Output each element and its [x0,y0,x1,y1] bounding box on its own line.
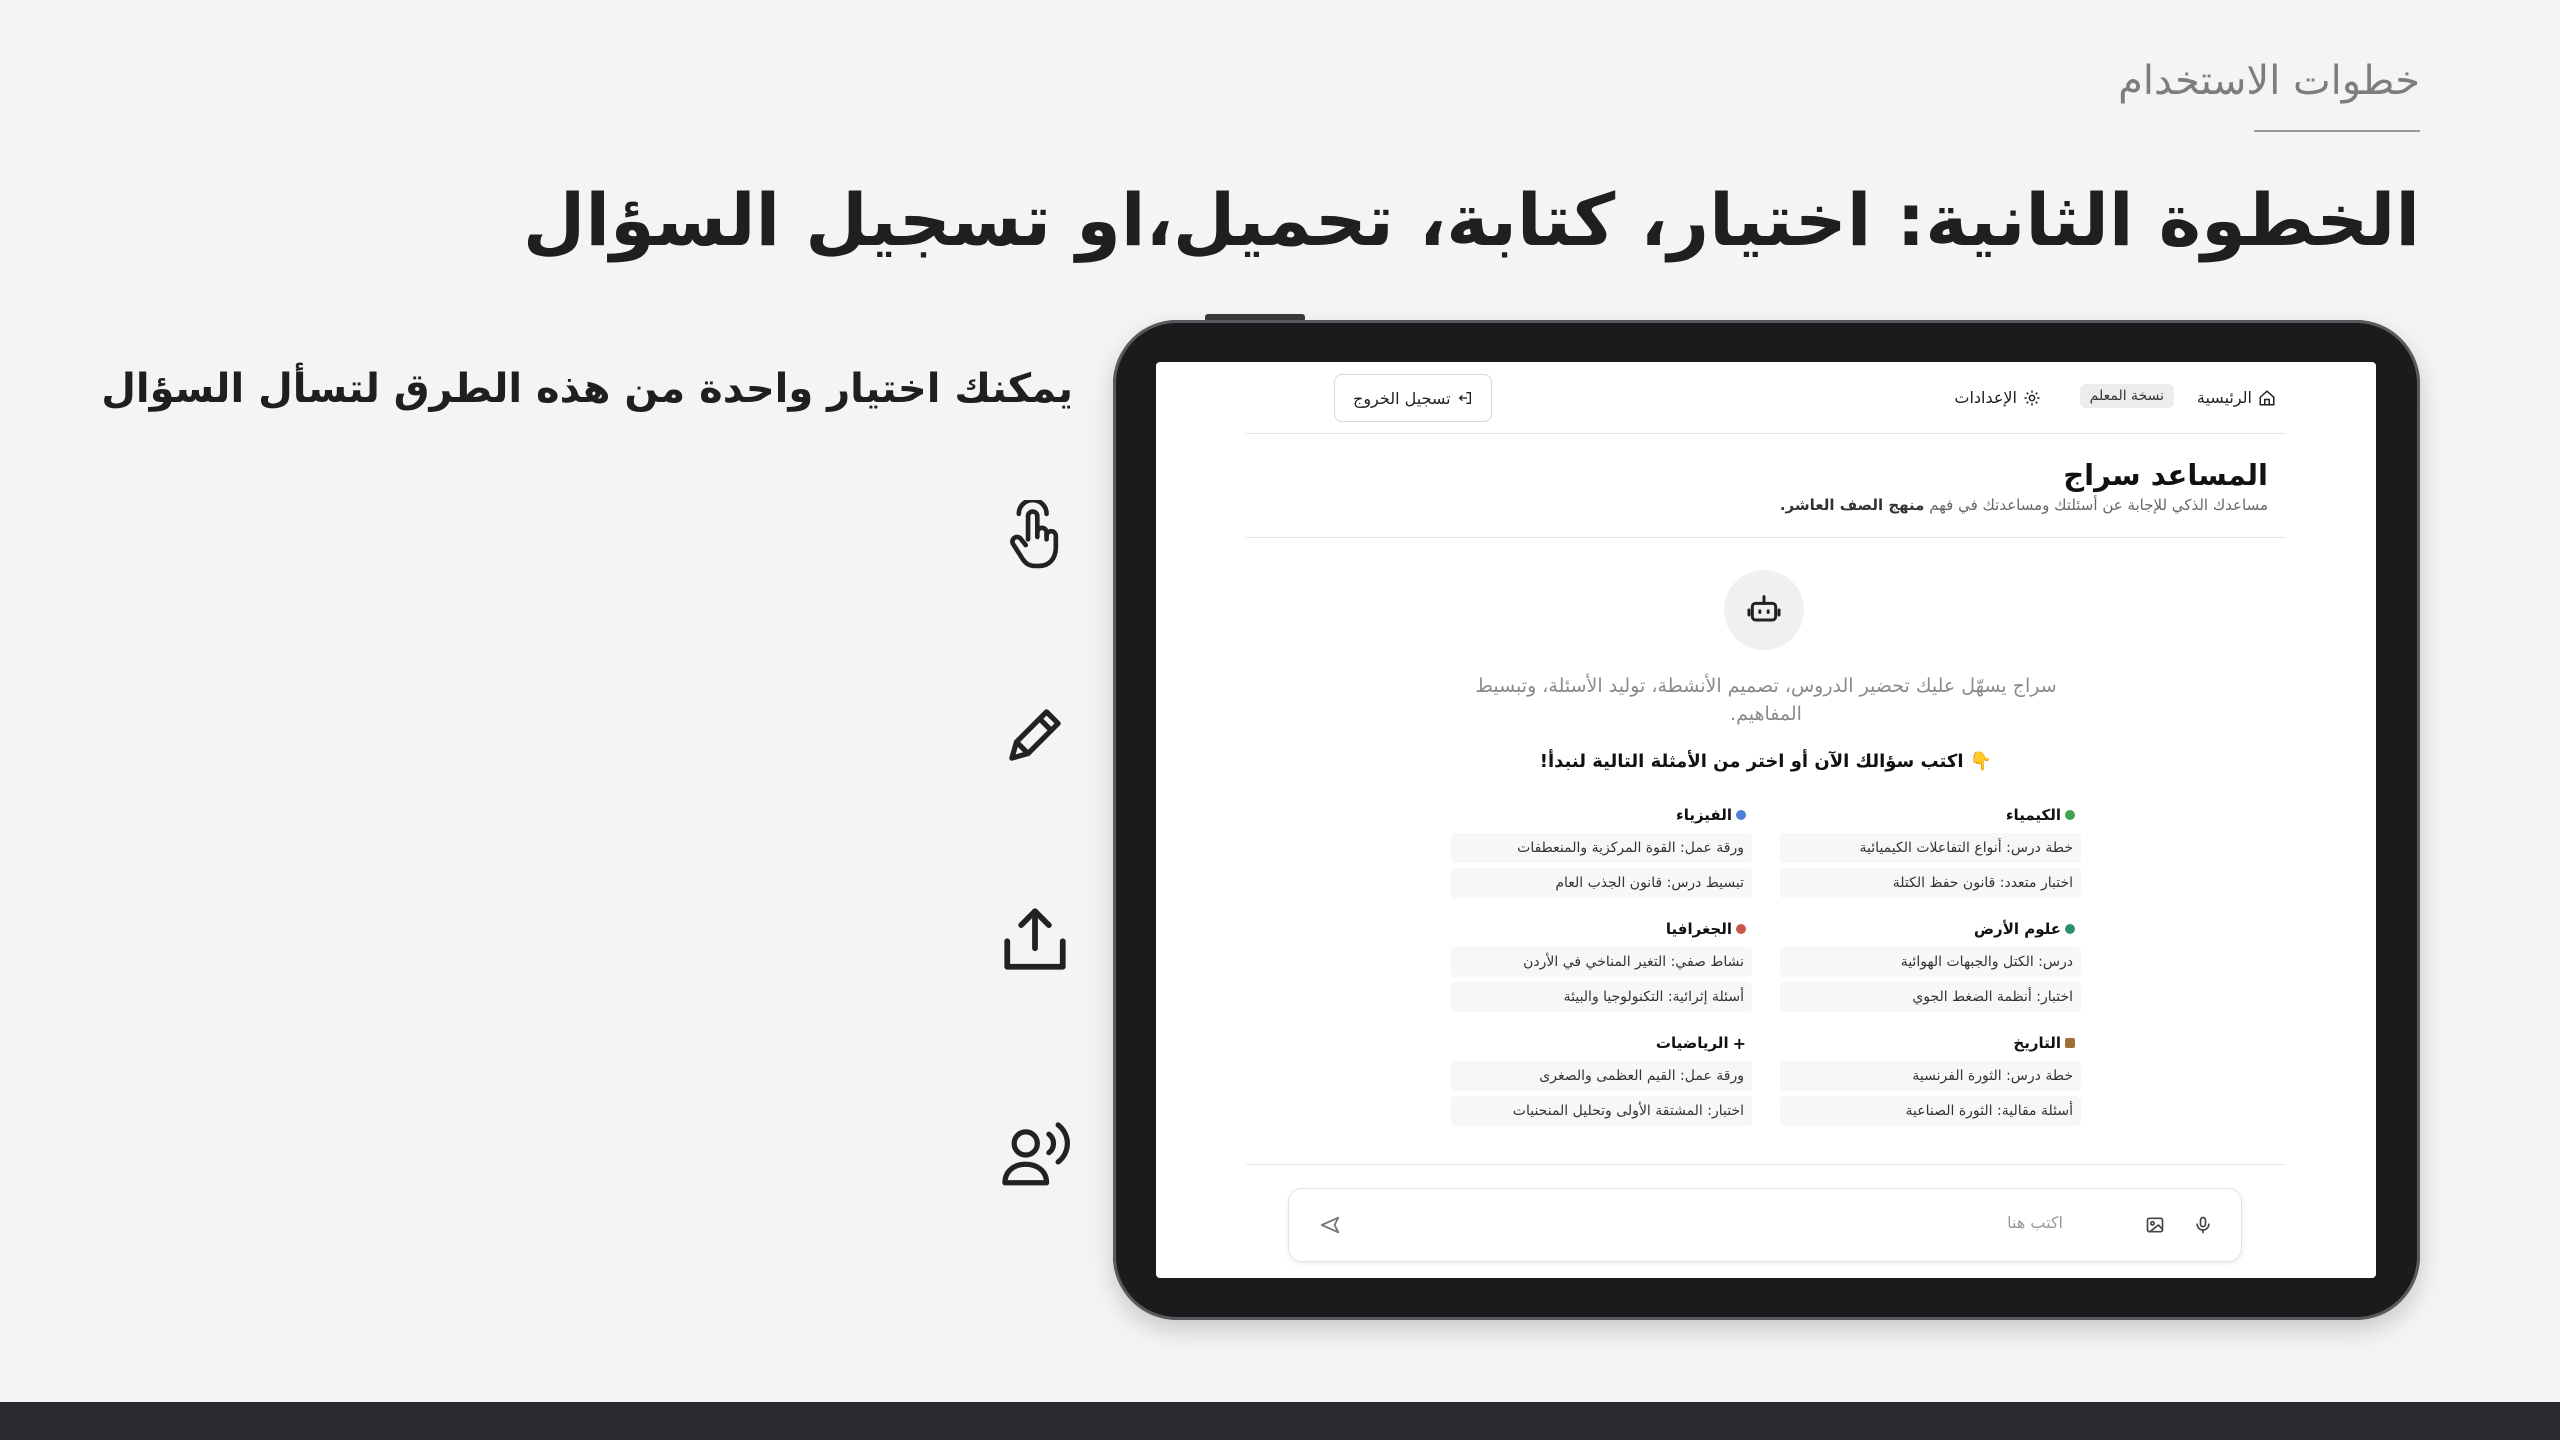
assistant-subtitle-text: مساعدك الذكي للإجابة عن أسئلتك ومساعدتك في فهم [1929,496,2268,514]
suggested-question[interactable]: ورقة عمل: القيم العظمى والصغرى [1451,1061,1752,1091]
category-earth-science [1780,916,2081,1012]
chemistry-icon [2065,810,2075,820]
category-history [1780,1030,2081,1126]
logout-label: تسجيل الخروج [1353,388,1451,408]
logout-icon [1457,390,1473,406]
category-label: الرياضيات [1655,1034,1729,1052]
section-label: خطوات الاستخدام [2118,58,2420,104]
tap-hand-icon [998,500,1072,574]
compass-icon [1736,924,1746,934]
assistant-subtitle [1780,496,2268,514]
upload-icon [998,902,1072,976]
app-screen [1156,362,2376,1278]
nav-home-label: الرئيسية [2196,388,2252,407]
home-icon [2258,389,2276,407]
nav-settings[interactable] [1954,388,2041,407]
suggested-question[interactable]: أسئلة مقالية: الثورة الصناعية [1780,1096,2081,1126]
category-label: الفيزياء [1676,806,1732,824]
category-title [1451,1030,1752,1056]
assistant-subtitle-bold: منهج الصف العاشر. [1779,496,1925,514]
physics-icon [1736,810,1746,820]
suggested-question[interactable]: تبسيط درس: قانون الجذب العام [1451,868,1752,898]
page-title: الخطوة الثانية: اختيار، كتابة، تحميل،او تسجيل السؤال [522,178,2420,262]
nav-home[interactable] [2197,388,2276,407]
send-icon[interactable] [1319,1214,1341,1240]
ways-heading: يمكنك اختيار واحدة من هذه الطرق لتسأل السؤال [101,366,1073,412]
suggested-question[interactable]: خطة درس: الثورة الفرنسية [1780,1061,2081,1091]
prompt-text: 👇 اكتب سؤالك الآن أو اختر من الأمثلة التالية لنبدأ! [1539,751,1993,772]
pencil-icon [998,698,1072,772]
nav-settings-label: الإعدادات [1954,388,2017,407]
suggested-question[interactable]: اختبار: أنظمة الضغط الجوي [1780,982,2081,1012]
category-label: علوم الأرض [1973,920,2061,938]
suggested-question[interactable]: اختبار: المشتقة الأولى وتحليل المنحنيات [1451,1096,1752,1126]
category-label: التاريخ [2013,1034,2061,1052]
suggested-question[interactable]: درس: الكتل والجبهات الهوائية [1780,947,2081,977]
category-label: الكيمياء [2005,806,2061,824]
category-title [1780,916,2081,942]
microphone-icon[interactable] [2193,1215,2213,1239]
suggestion-grid [1451,802,2081,1126]
header-divider [1246,537,2286,538]
gear-icon [2023,389,2041,407]
version-badge: نسخة المعلم [2080,384,2174,408]
image-upload-icon[interactable] [2145,1215,2165,1239]
category-title [1451,802,1752,828]
scroll-icon [2065,1038,2075,1048]
chat-input-box[interactable] [1288,1188,2242,1262]
suggested-question[interactable]: نشاط صفي: التغير المناخي في الأردن [1451,947,1752,977]
category-physics [1451,802,1752,898]
tablet-frame [1113,320,2420,1320]
assistant-title: المساعد سراج [2063,458,2268,492]
top-nav [1246,362,2286,434]
category-title [1780,1030,2081,1056]
suggested-question[interactable]: أسئلة إثرائية: التكنولوجيا والبيئة [1451,982,1752,1012]
category-geography [1451,916,1752,1012]
chat-input-placeholder[interactable]: اكتب هنا [2007,1213,2063,1232]
plus-icon: + [1732,1033,1746,1053]
category-math [1451,1030,1752,1126]
category-label: الجغرافيا [1665,920,1732,938]
footer-bar [0,1402,2560,1440]
bot-avatar [1724,570,1804,650]
intro-text: سراج يسهّل عليك تحضير الدروس، تصميم الأنشطة، توليد الأسئلة، وتبسيط المفاهيم. [1475,675,2057,725]
category-title [1780,802,2081,828]
category-chemistry [1780,802,2081,898]
category-title [1451,916,1752,942]
suggested-question[interactable]: خطة درس: أنواع التفاعلات الكيميائية [1780,833,2081,863]
voice-user-icon [998,1118,1072,1192]
logout-button[interactable] [1334,374,1492,422]
section-underline [2254,130,2420,132]
suggested-question[interactable]: اختبار متعدد: قانون حفظ الكتلة [1780,868,2081,898]
suggested-question[interactable]: ورقة عمل: القوة المركزية والمنعطفات [1451,833,1752,863]
robot-icon [1744,590,1784,630]
globe-icon [2065,924,2075,934]
input-divider [1246,1164,2286,1165]
